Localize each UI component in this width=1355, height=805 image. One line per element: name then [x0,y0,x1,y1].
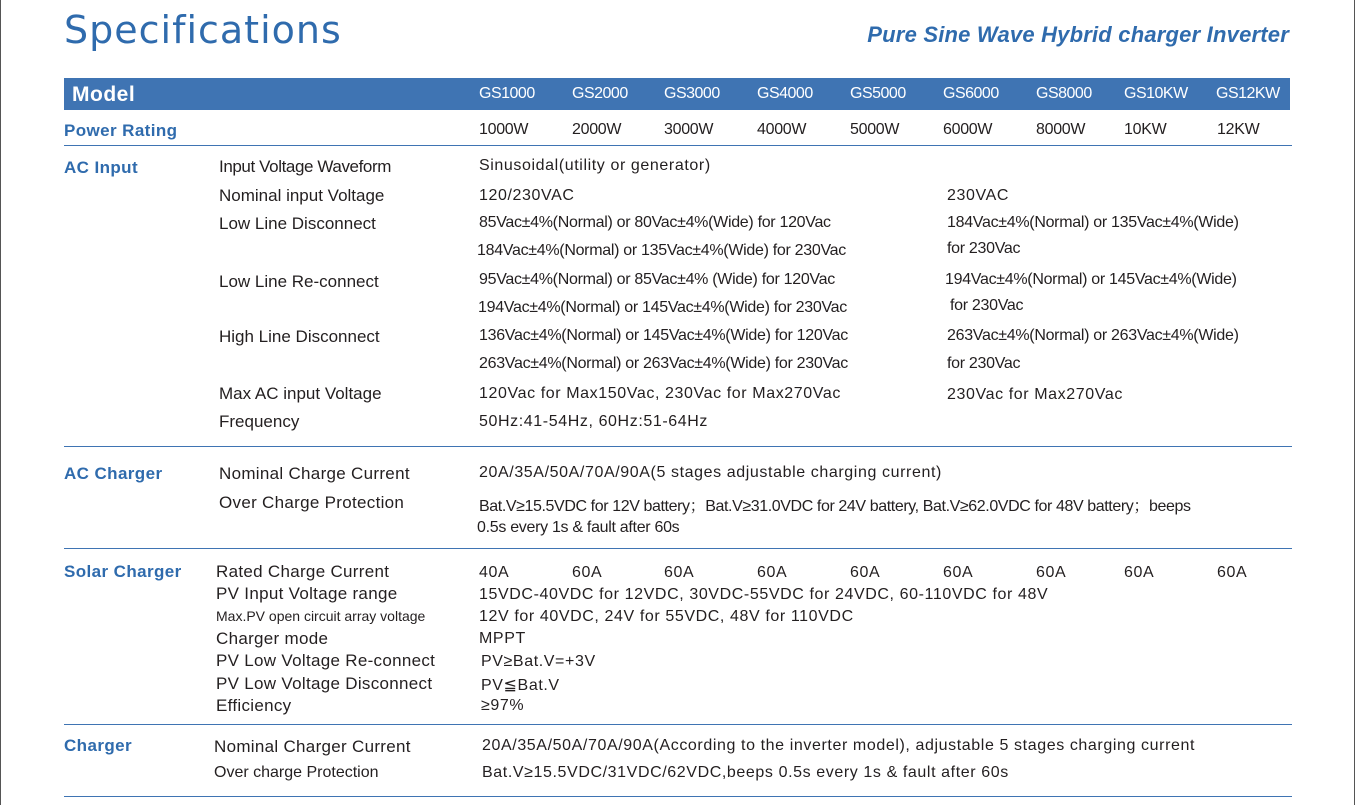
section-divider [64,724,1292,725]
nominal-input-voltage-value: 120/230VAC [479,187,575,204]
low-line-reconnect-label: Low Line Re-connect [219,272,379,291]
charger-mode-value: MPPT [479,630,526,647]
power-rating-value: 8000W [1036,121,1086,138]
frequency-value: 50Hz:41-54Hz, 60Hz:51-64Hz [479,413,709,430]
max-ac-input-voltage-label: Max AC input Voltage [219,384,382,403]
pv-low-voltage-reconnect-label: PV Low Voltage Re-connect [216,651,436,670]
rated-charge-current-value: 60A [572,564,603,581]
page-border-left [0,0,1,805]
charger-mode-label: Charger mode [216,629,329,648]
frequency-label: Frequency [219,412,300,431]
efficiency-value: ≥97% [481,697,525,714]
max-pv-open-circuit-voltage-label: Max.PV open circuit array voltage [216,608,426,624]
low-line-disconnect-value: for 230Vac [947,240,1021,257]
low-line-reconnect-value: 194Vac±4%(Normal) or 145Vac±4%(Wide) [945,271,1237,288]
solar-charger-section-label: Solar Charger [64,562,182,581]
over-charge-protection-value: 0.5s every 1s & fault after 60s [477,519,680,536]
model-name: GS10KW [1124,85,1188,102]
rated-charge-current-value: 60A [1036,564,1067,581]
nominal-charger-current-label: Nominal Charger Current [214,737,411,756]
power-rating-value: 10KW [1124,121,1167,138]
low-line-disconnect-value: 184Vac±4%(Normal) or 135Vac±4%(Wide) for 230Vac [477,242,846,259]
power-rating-value: 5000W [850,121,900,138]
rated-charge-current-value: 40A [479,564,510,581]
model-name: GS3000 [664,85,720,102]
pv-low-voltage-reconnect-value: PV≥Bat.V=+3V [481,653,596,670]
ac-input-section-label: AC Input [64,158,139,177]
nominal-charge-current-value: 20A/35A/50A/70A/90A(5 stages adjustable charging current) [479,464,942,481]
power-rating-value: 1000W [479,121,529,138]
low-line-disconnect-value: 184Vac±4%(Normal) or 135Vac±4%(Wide) [947,214,1239,231]
power-rating-value: 2000W [572,121,622,138]
nominal-charger-current-value: 20A/35A/50A/70A/90A(According to the inverter model), adjustable 5 stages charging current [482,737,1196,754]
pv-low-voltage-disconnect-value: PV≦Bat.V [481,677,560,694]
over-charge-protection-value: Bat.V≥15.5VDC for 12V battery；Bat.V≥31.0VDC for 24V battery, Bat.V≥62.0VDC for 48V battery；beeps [479,498,1191,515]
low-line-reconnect-value: for 230Vac [950,297,1024,314]
pv-input-voltage-range-value: 15VDC-40VDC for 12VDC, 30VDC-55VDC for 24VDC, 60-110VDC for 48V [479,586,1049,603]
nominal-input-voltage-label: Nominal input Voltage [219,186,385,205]
ac-charger-section-label: AC Charger [64,464,163,483]
model-label: Model [72,83,136,106]
waveform-value: Sinusoidal(utility or generator) [479,157,711,174]
model-name: GS12KW [1216,85,1280,102]
pv-low-voltage-disconnect-label: PV Low Voltage Disconnect [216,674,433,693]
power-rating-value: 4000W [757,121,807,138]
rated-charge-current-label: Rated Charge Current [216,562,390,581]
model-name: GS5000 [850,85,906,102]
page-title: Specifications [64,8,342,52]
max-pv-open-circuit-voltage-value: 12V for 40VDC, 24V for 55VDC, 48V for 110VDC [479,608,854,625]
model-name: GS4000 [757,85,813,102]
rated-charge-current-value: 60A [943,564,974,581]
high-line-disconnect-value: for 230Vac [947,355,1021,372]
rated-charge-current-value: 60A [1124,564,1155,581]
rated-charge-current-value: 60A [757,564,788,581]
section-divider [64,145,1292,146]
rated-charge-current-value: 60A [1217,564,1248,581]
max-ac-input-voltage-value: 120Vac for Max150Vac, 230Vac for Max270Vac [479,385,841,402]
high-line-disconnect-value: 263Vac±4%(Normal) or 263Vac±4%(Wide) [947,327,1239,344]
high-line-disconnect-value: 136Vac±4%(Normal) or 145Vac±4%(Wide) for 120Vac [479,327,848,344]
high-line-disconnect-value: 263Vac±4%(Normal) or 263Vac±4%(Wide) for 230Vac [479,355,848,372]
rated-charge-current-value: 60A [850,564,881,581]
model-name: GS1000 [479,85,535,102]
section-divider [64,446,1292,447]
efficiency-label: Efficiency [216,696,292,715]
model-name: GS8000 [1036,85,1092,102]
over-charge-protection-label: Over charge Protection [214,764,379,781]
over-charge-protection-label: Over Charge Protection [219,493,405,512]
nominal-input-voltage-value: 230VAC [947,187,1010,204]
nominal-charge-current-label: Nominal Charge Current [219,464,410,483]
section-divider [64,796,1292,797]
max-ac-input-voltage-value: 230Vac for Max270Vac [947,386,1123,403]
over-charge-protection-value: Bat.V≥15.5VDC/31VDC/62VDC,beeps 0.5s every 1s & fault after 60s [482,764,1009,781]
power-rating-value: 3000W [664,121,714,138]
power-rating-value: 6000W [943,121,993,138]
rated-charge-current-value: 60A [664,564,695,581]
high-line-disconnect-label: High Line Disconnect [219,327,380,346]
page-subtitle: Pure Sine Wave Hybrid charger Inverter [867,22,1289,47]
model-header-bar [64,78,1290,110]
model-name: GS6000 [943,85,999,102]
model-name: GS2000 [572,85,628,102]
low-line-reconnect-value: 194Vac±4%(Normal) or 145Vac±4%(Wide) for 230Vac [478,299,847,316]
low-line-disconnect-value: 85Vac±4%(Normal) or 80Vac±4%(Wide) for 120Vac [479,214,831,231]
pv-input-voltage-range-label: PV Input Voltage range [216,584,398,603]
charger-section-label: Charger [64,736,132,755]
power-rating-value: 12KW [1217,121,1260,138]
power-rating-label: Power Rating [64,121,178,140]
low-line-disconnect-label: Low Line Disconnect [219,214,376,233]
low-line-reconnect-value: 95Vac±4%(Normal) or 85Vac±4% (Wide) for 120Vac [479,271,835,288]
waveform-label: Input Voltage Waveform [219,157,391,176]
section-divider [64,548,1292,549]
